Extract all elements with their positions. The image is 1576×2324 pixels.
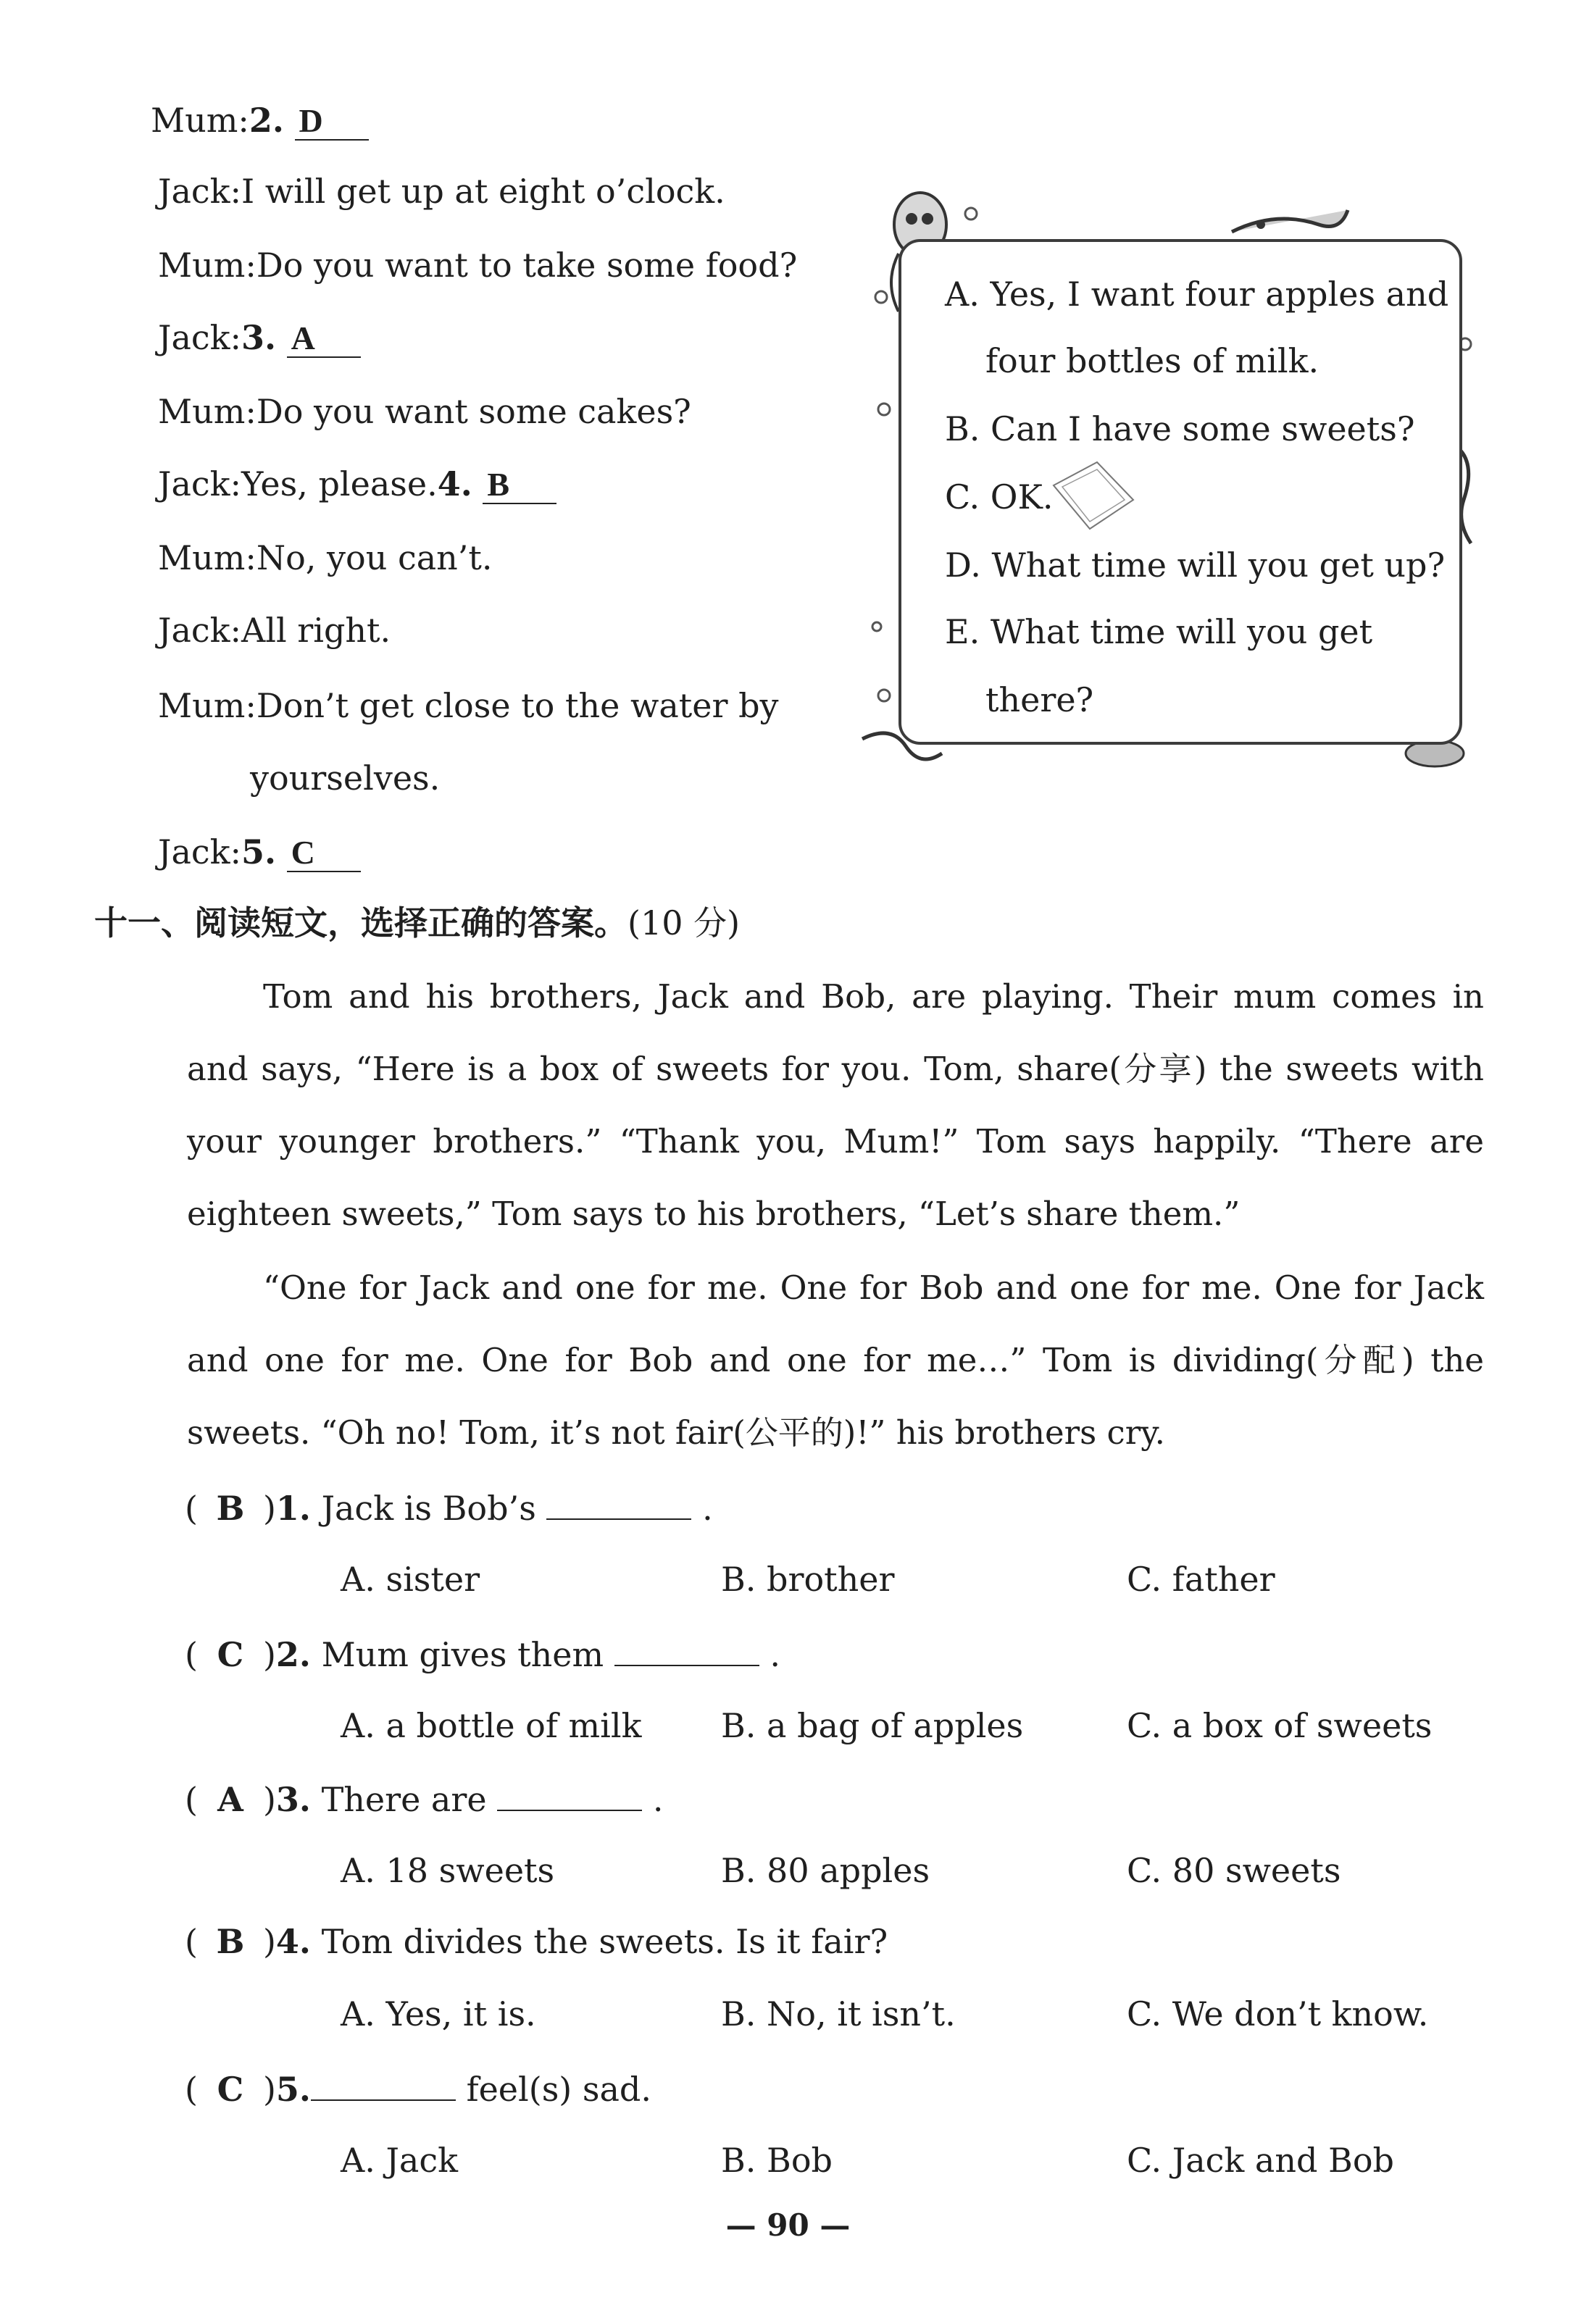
section-heading: 十一、阅读短文，选择正确的答案。(10 分): [94, 903, 741, 942]
answer-blank-line: [497, 1778, 642, 1811]
dialogue-line-3: Mum:Do you want to take some food?: [158, 246, 798, 285]
question-text-after: feel(s) sad.: [466, 2070, 651, 2109]
options-box: [899, 239, 1462, 745]
dialogue-line-7: Mum:No, you can’t.: [158, 538, 493, 577]
option-e-line-1: E. What time will you get: [945, 612, 1373, 651]
question-4-option-c: C. We don’t know.: [1127, 1994, 1429, 2034]
dialogue-line-9: Mum:Don’t get close to the water by: [158, 686, 779, 725]
question-3-option-c: C. 80 sweets: [1127, 1851, 1341, 1890]
passage-paragraph-1: Tom and his brothers, Jack and Bob, are playing. Their mum comes in and says, “Here is a box of sweets for you. Tom, share(分享) the sweets with your younger brothers.” “Thank you, Mum!” Tom says happily. “There are eighteen sweets,” Tom says to his brothers, “Let’s share them.”: [187, 977, 1484, 1233]
question-text-after: .: [770, 1635, 780, 1674]
question-4-option-a: A. Yes, it is.: [341, 1994, 536, 2034]
question-4: ( B )4. Tom divides the sweets. Is it fair?: [185, 1922, 888, 1961]
question-4-option-b: B. No, it isn’t.: [721, 1994, 956, 2034]
question-1-option-a: A. sister: [341, 1560, 480, 1599]
answer-blank-line: [546, 1487, 691, 1520]
dialogue-line-5: Mum:Do you want some cakes?: [158, 392, 691, 431]
answer-blank: A: [287, 320, 361, 358]
dialogue-line-8: Jack:All right.: [158, 611, 391, 650]
question-5: ( C )5. feel(s) sad.: [185, 2068, 651, 2110]
question-text: There are: [321, 1780, 487, 1819]
option-b: B. Can I have some sweets?: [945, 409, 1415, 448]
option-d: D. What time will you get up?: [945, 546, 1446, 585]
question-answer: B: [216, 1922, 245, 1961]
question-2-option-a: A. a bottle of milk: [341, 1706, 642, 1745]
question-answer: C: [217, 1635, 244, 1674]
dialogue-line-10: Jack:5. C: [158, 832, 361, 872]
question-text: Jack is Bob’s: [321, 1489, 536, 1528]
dialogue-line-4: Jack:3. A: [158, 317, 361, 358]
question-number: 4.: [275, 1922, 311, 1961]
question-text: Tom divides the sweets. Is it fair?: [321, 1922, 888, 1961]
question-number: 5.: [275, 2070, 311, 2109]
dialogue-line-1: Mum:2. D: [151, 100, 369, 141]
question-5-option-c: C. Jack and Bob: [1127, 2141, 1394, 2180]
page-number: — 90 —: [725, 2207, 851, 2243]
question-2-option-c: C. a box of sweets: [1127, 1706, 1433, 1745]
dialogue-line-6: Jack:Yes, please.4. B: [158, 464, 556, 504]
dialogue-line-9-continuation: yourselves.: [250, 758, 441, 798]
question-number: 2.: [275, 1635, 311, 1674]
question-5-option-b: B. Bob: [721, 2141, 833, 2180]
question-answer: A: [217, 1780, 243, 1819]
question-answer: B: [216, 1489, 245, 1528]
option-e-line-2: there?: [985, 680, 1094, 719]
question-number: 1.: [275, 1489, 311, 1528]
question-3-option-b: B. 80 apples: [721, 1851, 930, 1890]
option-a-line-2: four bottles of milk.: [985, 341, 1319, 380]
answer-blank: B: [483, 467, 556, 504]
stamp-icon: [1046, 456, 1141, 536]
question-text-after: .: [702, 1489, 713, 1528]
dialogue-line-2: Jack:I will get up at eight o’clock.: [158, 172, 725, 211]
answer-blank: C: [287, 835, 361, 872]
question-5-option-a: A. Jack: [341, 2141, 458, 2180]
answer-blank: D: [295, 103, 369, 141]
question-2: ( C )2. Mum gives them .: [185, 1633, 780, 1675]
question-text-after: .: [652, 1780, 664, 1819]
question-1-option-c: C. father: [1127, 1560, 1275, 1599]
question-answer: C: [217, 2070, 244, 2109]
question-1-option-b: B. brother: [721, 1560, 895, 1599]
answer-blank-line: [311, 2068, 456, 2101]
question-1: ( B )1. Jack is Bob’s .: [185, 1487, 713, 1529]
question-number: 3.: [275, 1780, 311, 1819]
question-text: Mum gives them: [321, 1635, 604, 1674]
answer-blank-line: [614, 1633, 759, 1666]
question-2-option-b: B. a bag of apples: [721, 1706, 1024, 1745]
option-a-line-1: A. Yes, I want four apples and: [945, 275, 1449, 314]
option-c: C. OK.: [945, 477, 1054, 517]
passage-paragraph-2: “One for Jack and one for me. One for Bob and one for me. One for Jack and one for me. One for Bob and one for me…” Tom is dividing(分配) the sweets. “Oh no! Tom, it’s not fair(公平的)!” his brothers cry.: [187, 1268, 1484, 1452]
question-3: ( A )3. There are .: [185, 1778, 663, 1820]
question-3-option-a: A. 18 sweets: [341, 1851, 555, 1890]
